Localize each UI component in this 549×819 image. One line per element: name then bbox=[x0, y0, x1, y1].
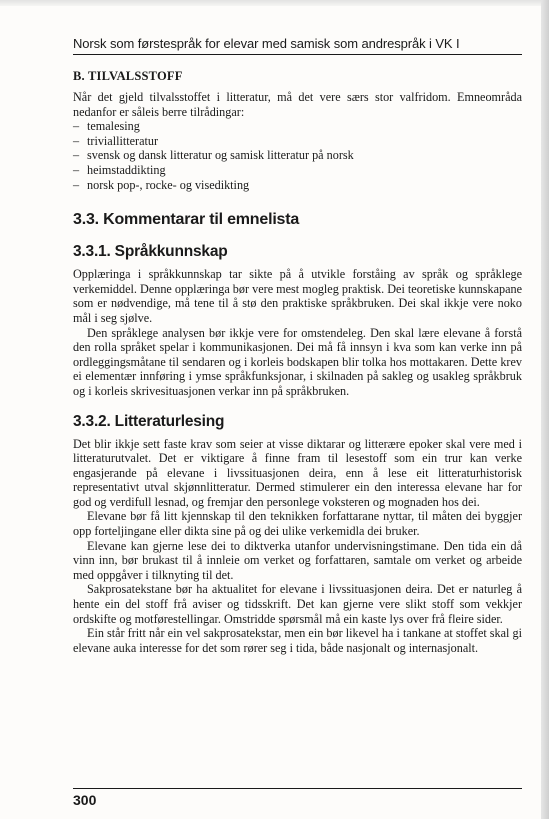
list-item: – svensk og dansk litteratur og samisk litteratur på norsk bbox=[73, 148, 522, 163]
section-b-title: B. TILVALSSTOFF bbox=[73, 69, 183, 83]
list-item: – norsk pop-, rocke- og visedikting bbox=[73, 178, 522, 193]
paragraph: Den språklege analysen bør ikkje vere for omstendeleg. Den skal lære elevane å forstå den rolla språket spelar i kommunikasjonen. Dei må få innsyn i kva som kan verke inn på ordleggingsmåtane til sendaren og i korleis bodskapen blir tolka hos mottakaren. Dette krev ei elementær innføring i ymse språkfunksjonar, i skilnaden på sakleg og usakleg språkbruk og i korleis skrivesituasjonen verkar inn på språkbruken. bbox=[73, 325, 522, 398]
paragraph: Sakprosatekstane bør ha aktualitet for elevane i livssituasjonen deira. Det er naturleg å hente ein del stoff frå aviser og tidsskrift. Det kan gjerne vere slikt stoff som vekkjer ordskifte og motførestellingar. Omstridde spørsmål må ein kaste lys over frå fleire sider. bbox=[73, 582, 522, 626]
section-b-intro: Når det gjeld tilvalsstoffet i litteratur, må det vere særs stor valfridom. Emneområda nedanfor er såleis berre tilrådingar: bbox=[73, 90, 522, 119]
paragraph: Det blir ikkje sett faste krav som seier at visse diktarar og litterære epoker skal vere med i litteraturutvalet. Det er viktigare å finne fram til lesestoff som ein trur kan verke engasjerande på elevane i livssituasjonen deira, enn å lese eit litteraturhistorisk representativt utval skjønnlitteratur. Dermed stimulerer ein den interessa elevane har for god og verdifull lesnad, og fremjar den personlege voksteren og mognaden hos dei. bbox=[73, 436, 522, 509]
page-number: 300 bbox=[73, 788, 522, 808]
paragraph: Elevane bør få litt kjennskap til den teknikken forfattarane nyttar, til måten dei byggjer opp forteljingane eller dikta sine på og dei ulike verkemidla dei bruker. bbox=[73, 509, 522, 539]
scan-top-edge bbox=[0, 0, 549, 6]
list-item: – heimstaddikting bbox=[73, 163, 522, 178]
paragraph: Opplæringa i språkkunnskap tar sikte på å utvikle forståing av språk og språklege verkemiddel. Denne opplæringa bør vere mest mogleg praktisk. Dei teoretiske kunnskapane som er nødvendige, må tene til å stø den praktiske språkbruken. Dei skal ikkje vere noko mål i seg sjølve. bbox=[73, 267, 522, 325]
running-head: Norsk som førstespråk for elevar med samisk som andrespråk i VK I bbox=[73, 36, 522, 55]
list-item: – triviallitteratur bbox=[73, 134, 522, 149]
elective-topics-list bbox=[73, 119, 522, 192]
list-item: – temalesing bbox=[73, 119, 522, 134]
page-content bbox=[73, 36, 522, 655]
section-3-3-1-heading: 3.3.1. Språkkunnskap bbox=[73, 243, 228, 261]
paragraph: Ein står fritt når ein vel sakprosatekstar, men ein bør likevel ha i tankane at stoffet skal gi elevane auka interesse for det som rører seg i tida, både nasjonalt og internasjonalt. bbox=[73, 626, 522, 655]
scan-right-edge bbox=[541, 0, 549, 819]
paragraph: Elevane kan gjerne lese dei to diktverka utanfor undervisningstimane. Den tida ein då vinn inn, bør brukast til å innleie om verket og forfattaren, samtale om verket og arbeide med oppgåver i tilknyting til det. bbox=[73, 538, 522, 582]
section-3-3-2-heading: 3.3.2. Litteraturlesing bbox=[73, 412, 225, 430]
section-3-3-heading: 3.3. Kommentarar til emnelista bbox=[73, 211, 300, 229]
